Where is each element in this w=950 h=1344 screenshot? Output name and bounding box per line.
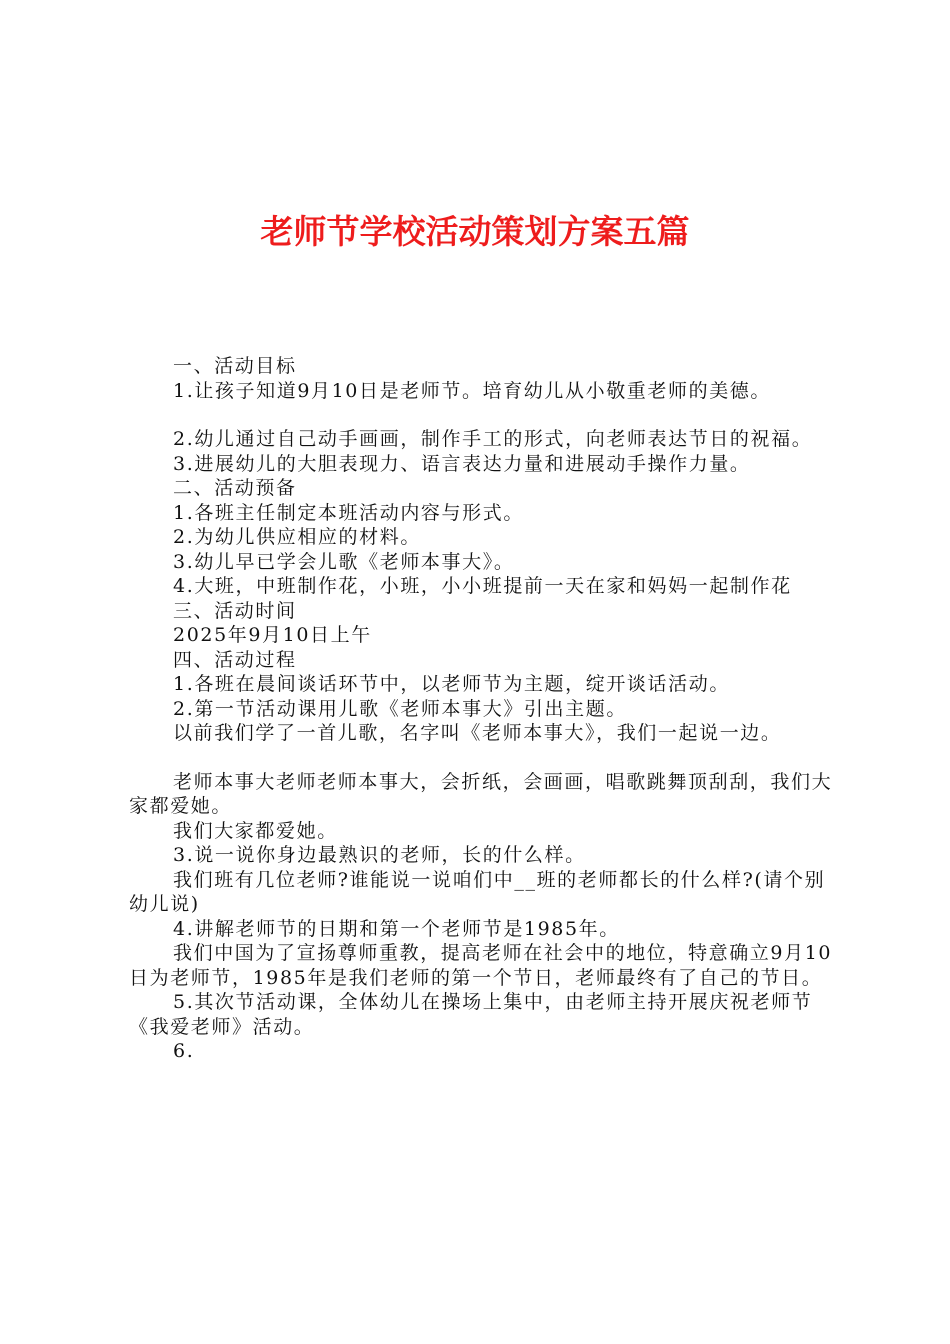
section-heading-preparation: 二、活动预备 bbox=[173, 477, 297, 499]
section-heading-time: 三、活动时间 bbox=[173, 599, 297, 622]
paragraph: 1.各班主任制定本班活动内容与形式。 bbox=[173, 501, 524, 524]
document-title: 老师节学校活动策划方案五篇 bbox=[260, 212, 690, 251]
section-heading-goals: 一、活动目标 bbox=[173, 355, 297, 377]
section-heading-process: 四、活动过程 bbox=[173, 648, 297, 671]
paragraph: 4.大班，中班制作花，小班，小小班提前一天在家和妈妈一起制作花 bbox=[173, 575, 792, 597]
document-body bbox=[129, 354, 834, 1064]
paragraph: 以前我们学了一首儿歌，名字叫《老师本事大》，我们一起说一边。 bbox=[173, 722, 782, 744]
paragraph: 3.说一说你身边最熟识的老师，长的什么样。 bbox=[173, 844, 586, 866]
paragraph: 2025年9月10日上午 bbox=[173, 624, 372, 646]
paragraph: 2.幼儿通过自己动手画画，制作手工的形式，向老师表达节日的祝福。 bbox=[173, 428, 813, 450]
paragraph: 我们大家都爱她。 bbox=[173, 819, 338, 842]
paragraph: 我们班有几位老师?谁能说一说咱们中__班的老师都长的什么样?(请个别幼儿说) bbox=[129, 868, 826, 915]
paragraph: 老师本事大老师老师本事大，会折纸，会画画，唱歌跳舞顶刮刮，我们大家都爱她。 bbox=[129, 770, 833, 817]
paragraph: 1.各班在晨间谈话环节中，以老师节为主题，绽开谈话活动。 bbox=[173, 673, 730, 695]
paragraph: 6. bbox=[173, 1040, 195, 1062]
paragraph: 2.第一节活动课用儿歌《老师本事大》引出主题。 bbox=[173, 697, 627, 720]
paragraph: 我们中国为了宣扬尊师重教，提高老师在社会中的地位，特意确立9月10日为老师节，1985年是我们老师的第一个节日，老师最终有了自己的节日。 bbox=[129, 942, 833, 989]
paragraph: 3.进展幼儿的大胆表现力、语言表达力量和进展动手操作力量。 bbox=[173, 452, 751, 475]
paragraph: 2.为幼儿供应相应的材料。 bbox=[173, 526, 421, 548]
paragraph: 5.其次节活动课，全体幼儿在操场上集中，由老师主持开展庆祝老师节《我爱老师》活动。 bbox=[129, 991, 813, 1038]
paragraph: 1.让孩子知道9月10日是老师节。培育幼儿从小敬重老师的美德。 bbox=[173, 379, 771, 402]
paragraph: 4.讲解老师节的日期和第一个老师节是1985年。 bbox=[173, 917, 620, 940]
paragraph: 3.幼儿早已学会儿歌《老师本事大》。 bbox=[173, 550, 515, 573]
